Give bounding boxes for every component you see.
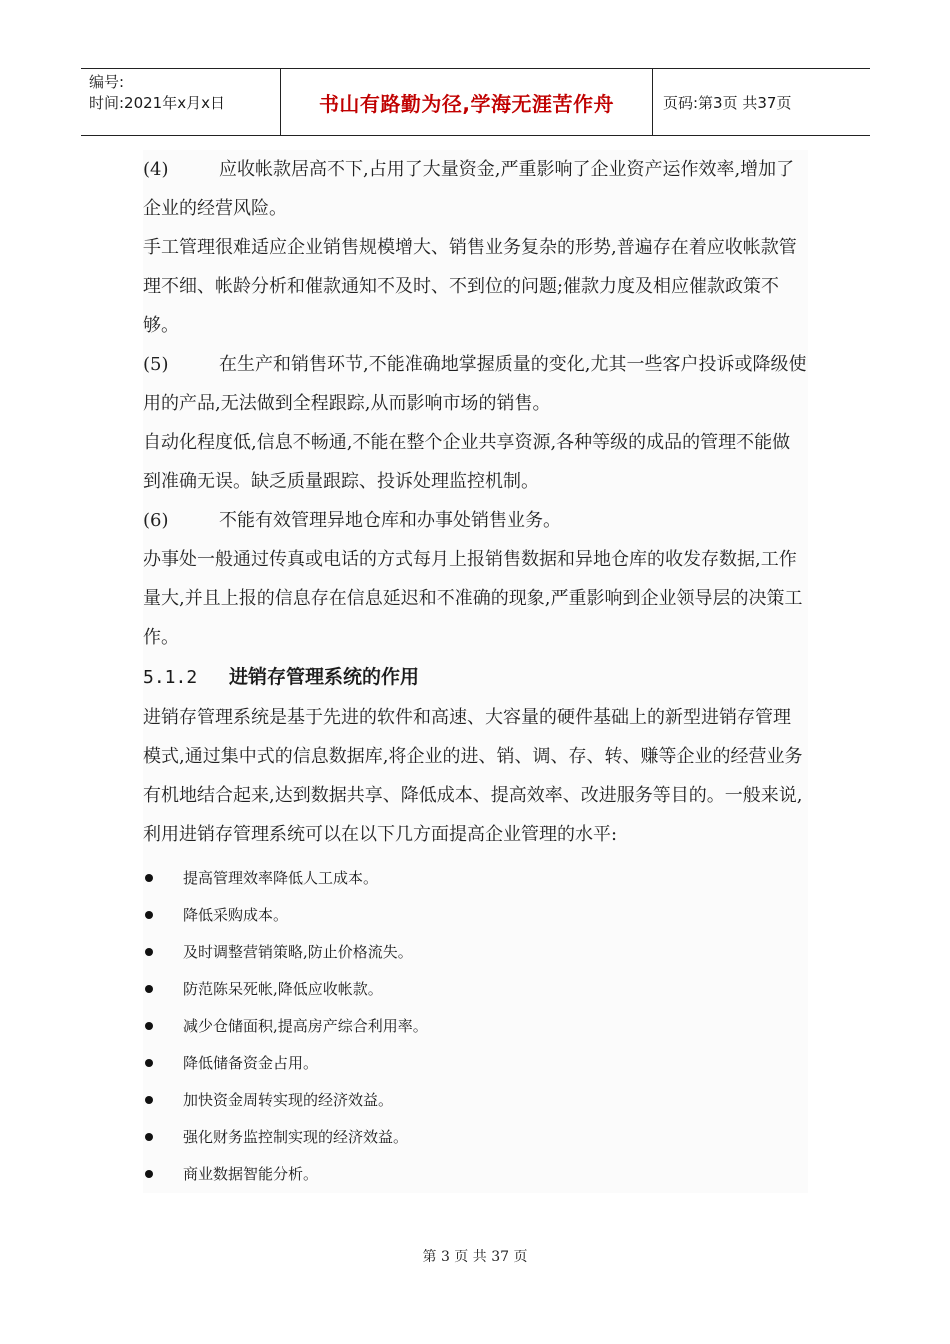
section-number: 5.1.2 <box>143 667 198 688</box>
bullet-item: 强化财务监控制实现的经济效益。 <box>143 1119 808 1156</box>
section-title: 进销存管理系统的作用 <box>229 666 420 688</box>
header-motto-cell <box>281 69 653 135</box>
bullet-icon <box>145 985 153 993</box>
list-item <box>143 150 808 228</box>
item-number: (6) <box>143 510 169 531</box>
bullet-item: 减少仓储面积,提高房产综合利用率。 <box>143 1008 808 1045</box>
bullet-item: 商业数据智能分析。 <box>143 1156 808 1193</box>
bullet-icon <box>145 874 153 882</box>
time-label: 时间:2021年x月x日 <box>89 94 225 112</box>
page-header <box>81 68 870 136</box>
bullet-item: 提高管理效率降低人工成本。 <box>143 860 808 897</box>
benefit-list <box>143 860 808 1193</box>
header-page-cell <box>653 69 870 135</box>
item-text: 在生产和销售环节,不能准确地掌握质量的变化,尤其一些客户投诉或降级使用的产品,无法做到全程跟踪,从而影响市场的销售。 <box>143 354 807 414</box>
paragraph: 办事处一般通过传真或电话的方式每月上报销售数据和异地仓库的收发存数据,工作量大,并且上报的信息存在信息延迟和不准确的现象,严重影响到企业领导层的决策工作。 <box>143 549 803 648</box>
list-item <box>143 345 808 423</box>
document-body <box>143 150 808 1193</box>
item-text: 应收帐款居高不下,占用了大量资金,严重影响了企业资产运作效率,增加了企业的经营风险。 <box>143 159 795 219</box>
bullet-icon <box>145 911 153 919</box>
number-label: 编号: <box>89 73 125 91</box>
paragraph: 自动化程度低,信息不畅通,不能在整个企业共享资源,各种等级的成品的管理不能做到准确无误。缺乏质量跟踪、投诉处理监控机制。 <box>143 432 791 492</box>
page-info: 页码:第3页 共37页 <box>663 93 792 112</box>
bullet-icon <box>145 1096 153 1104</box>
bullet-icon <box>145 1133 153 1141</box>
bullet-icon <box>145 948 153 956</box>
bullet-icon <box>145 1022 153 1030</box>
bullet-item: 防范陈呆死帐,降低应收帐款。 <box>143 971 808 1008</box>
bullet-item: 降低储备资金占用。 <box>143 1045 808 1082</box>
item-number: (5) <box>143 354 169 375</box>
bullet-item: 降低采购成本。 <box>143 897 808 934</box>
item-number: (4) <box>143 159 169 180</box>
bullet-icon <box>145 1059 153 1067</box>
motto-text: 书山有路勤为径,学海无涯苦作舟 <box>318 91 615 116</box>
bullet-item: 加快资金周转实现的经济效益。 <box>143 1082 808 1119</box>
bullet-icon <box>145 1170 153 1178</box>
bullet-item: 及时调整营销策略,防止价格流失。 <box>143 934 808 971</box>
header-meta-cell <box>81 69 281 135</box>
intro-paragraph: 进销存管理系统是基于先进的软件和高速、大容量的硬件基础上的新型进销存管理模式,通过集中式的信息数据库,将企业的进、销、调、存、转、赚等企业的经营业务有机地结合起来,达到数据共享、降低成本、提高效率、改进服务等目的。一般来说,利用进销存管理系统可以在以下几方面提高企业管理的水平: <box>143 707 803 845</box>
item-text: 不能有效管理异地仓库和办事处销售业务。 <box>219 510 561 531</box>
paragraph: 手工管理很难适应企业销售规模增大、销售业务复杂的形势,普遍存在着应收帐款管理不细、帐龄分析和催款通知不及时、不到位的问题;催款力度及相应催款政策不够。 <box>143 237 797 336</box>
list-item <box>143 501 808 540</box>
page-footer: 第 3 页 共 37 页 <box>422 1249 528 1265</box>
section-heading <box>143 657 808 698</box>
